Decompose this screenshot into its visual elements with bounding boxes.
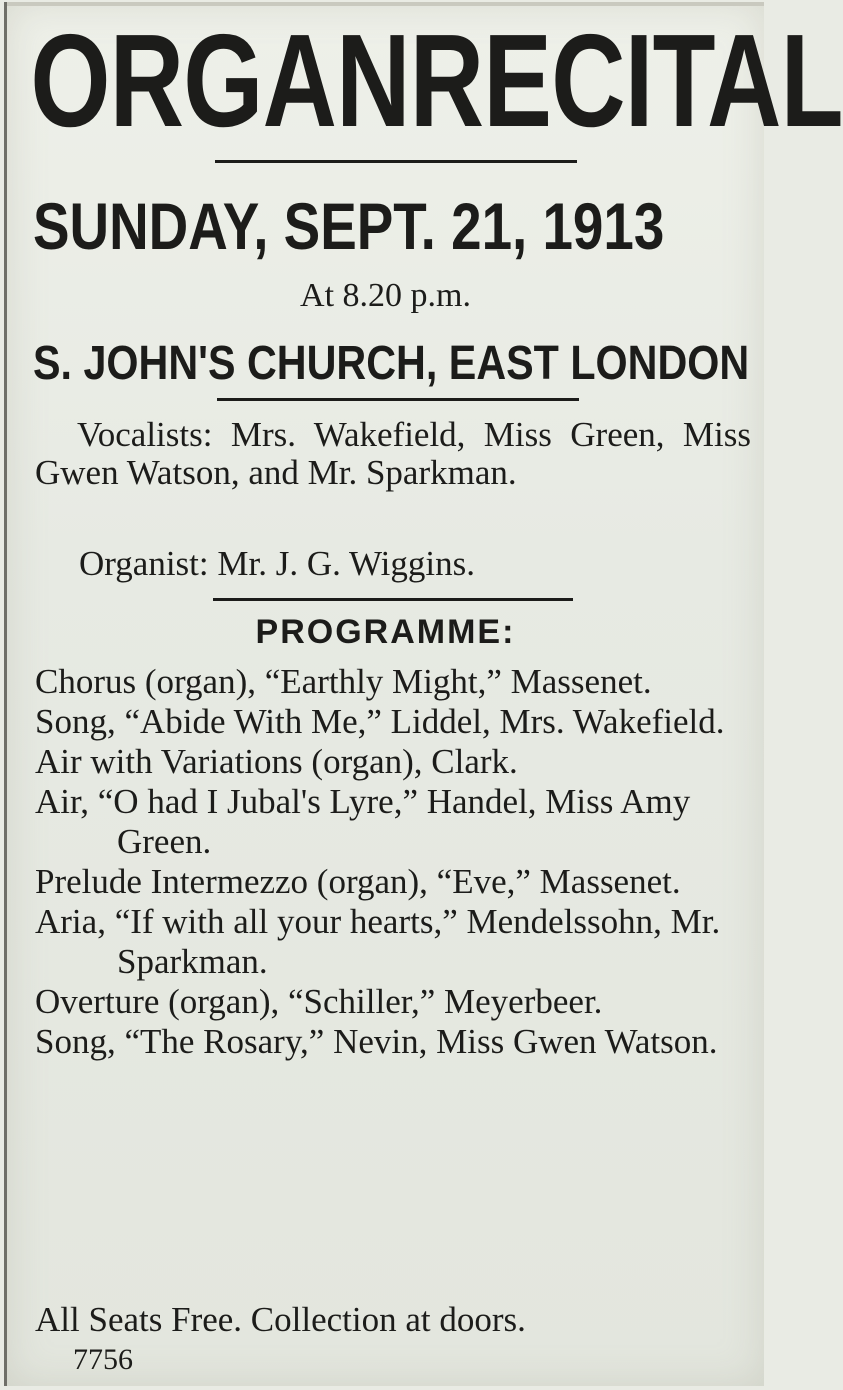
organist-line: Organist: Mr. J. G. Wiggins.	[79, 544, 475, 583]
event-date: SUNDAY, SEPT. 21, 1913	[33, 189, 665, 263]
ad-reference-number: 7756	[73, 1343, 133, 1376]
event-time: At 8.20 p.m.	[300, 277, 471, 314]
title-word-recital: RECITAL	[409, 7, 843, 154]
title-divider	[215, 160, 577, 163]
notice-title	[7, 7, 843, 154]
title-word-organ: ORGAN	[30, 7, 410, 154]
programme-item: Song, “Abide With Me,” Liddel, Mrs. Wakefield.	[35, 702, 725, 741]
programme-item: Chorus (organ), “Earthly Might,” Massenet.	[35, 662, 652, 701]
programme-item: Air, “O had I Jubal's Lyre,” Handel, Miss Amy Green.	[35, 782, 691, 861]
event-venue: S. JOHN'S CHURCH, EAST LONDON	[33, 337, 750, 390]
vocalists-line: Vocalists: Mrs. Wakefield, Miss Green, Miss Gwen Watson, and Mr. Sparkman.	[35, 415, 751, 492]
venue-divider	[217, 398, 579, 401]
programme-heading: PROGRAMME:	[255, 613, 516, 651]
programme-list	[35, 662, 751, 1062]
clipping-top-edge	[7, 2, 764, 6]
newspaper-clipping	[4, 2, 843, 1386]
admission-note: All Seats Free. Collection at doors.	[35, 1300, 526, 1339]
programme-item: Aria, “If with all your hearts,” Mendelssohn, Mr. Sparkman.	[35, 902, 721, 981]
programme-item: Air with Variations (organ), Clark.	[35, 742, 518, 781]
programme-item: Song, “The Rosary,” Nevin, Miss Gwen Watson.	[35, 1022, 718, 1061]
programme-item: Overture (organ), “Schiller,” Meyerbeer.	[35, 982, 603, 1021]
programme-item: Prelude Intermezzo (organ), “Eve,” Massenet.	[35, 862, 681, 901]
programme-divider	[213, 598, 573, 601]
